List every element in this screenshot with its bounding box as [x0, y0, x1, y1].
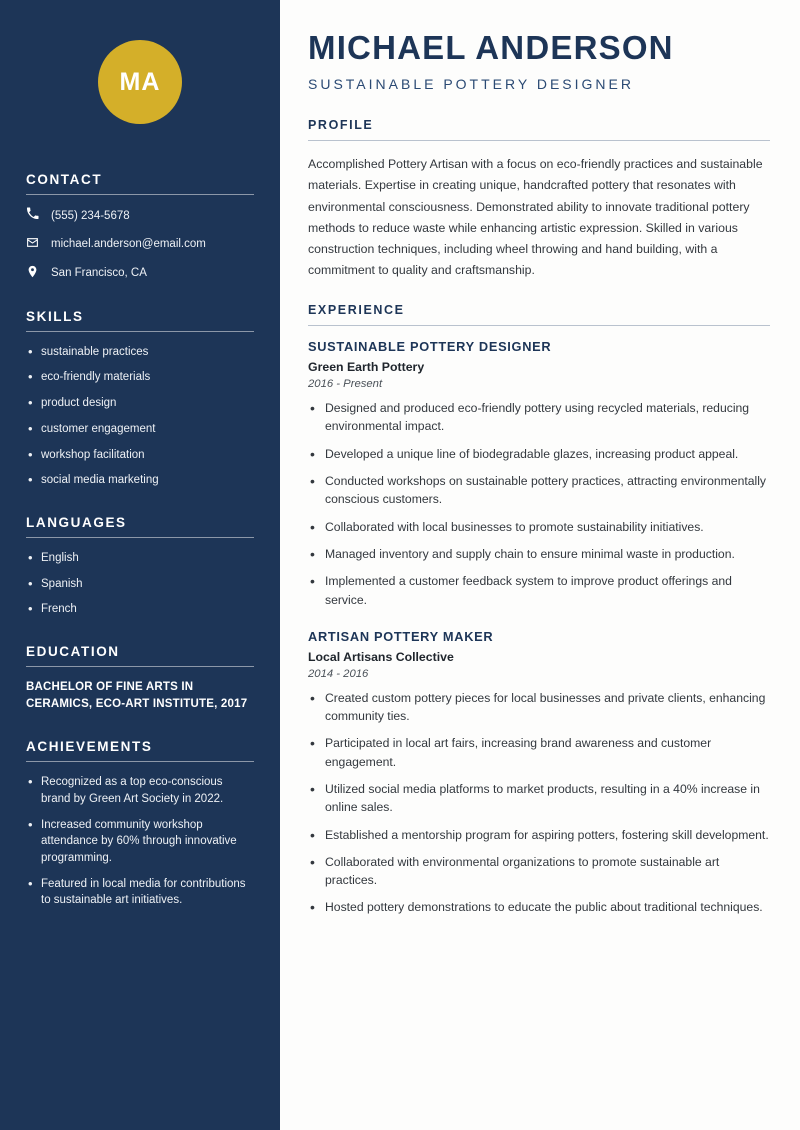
profile-section: [308, 118, 770, 281]
contact-location-value: San Francisco, CA: [51, 267, 147, 280]
skills-list: [26, 344, 254, 489]
profile-text: Accomplished Pottery Artisan with a focus on eco-friendly practices and sustainable materials. Expertise in creating unique, handcrafted pottery that resonates with environmental consciousness. Demonstrated ability to innovate traditional pottery methods to reduce waste while enhancing artistic expression. Skilled in various construction techniques, including wheel throwing and hand building, with a commitment to quality and craftsmanship.: [308, 157, 763, 277]
list-item: • Established a mentorship program for aspiring potters, fostering skill development.: [308, 826, 770, 844]
experience-section: [308, 303, 770, 917]
job-bullets: [308, 399, 770, 609]
achievements-section-title: ACHIEVEMENTS: [26, 739, 254, 762]
contact-item-email[interactable]: [26, 236, 254, 254]
list-item: • workshop facilitation: [26, 447, 254, 464]
list-item: • Recognized as a top eco-conscious brand by Green Art Society in 2022.: [26, 774, 254, 807]
languages-list: [26, 550, 254, 618]
envelope-icon: [26, 236, 39, 254]
list-item: • sustainable practices: [26, 344, 254, 361]
avatar: MA: [98, 40, 182, 124]
contact-email-value: michael.anderson@email.com: [51, 238, 206, 251]
contact-section-title: CONTACT: [26, 172, 254, 195]
contact-phone-value: (555) 234-5678: [51, 209, 130, 222]
languages-section: [26, 515, 254, 618]
avatar-container: [26, 40, 254, 124]
list-item: • French: [26, 601, 254, 618]
skills-section-title: SKILLS: [26, 309, 254, 332]
list-item: • English: [26, 550, 254, 567]
contact-item-phone[interactable]: [26, 207, 254, 225]
education-section: [26, 644, 254, 714]
list-item: • Developed a unique line of biodegradable glazes, increasing product appeal.: [308, 445, 770, 463]
job-company: Green Earth Pottery: [308, 360, 425, 375]
list-item: • Featured in local media for contributions to sustainable art initiatives.: [26, 876, 254, 909]
list-item: • customer engagement: [26, 421, 254, 438]
list-item: • Increased community workshop attendance by 60% through innovative programming.: [26, 817, 254, 867]
experience-section-title: EXPERIENCE: [308, 303, 770, 326]
list-item: • Created custom pottery pieces for local businesses and private clients, enhancing community ties.: [308, 689, 770, 726]
list-item: • Participated in local art fairs, increasing brand awareness and customer engagement.: [308, 734, 770, 771]
job-dates: 2014 - 2016: [308, 667, 369, 680]
skills-section: [26, 309, 254, 489]
profile-section-title: PROFILE: [308, 118, 770, 141]
list-item: • Collaborated with local businesses to promote sustainability initiatives.: [308, 518, 770, 536]
phone-icon: [26, 207, 39, 225]
achievements-section: [26, 739, 254, 909]
list-item: • Managed inventory and supply chain to ensure minimal waste in production.: [308, 545, 770, 563]
header-job-title: SUSTAINABLE POTTERY DESIGNER: [308, 76, 634, 93]
list-item: • social media marketing: [26, 472, 254, 489]
experience-item: [308, 629, 770, 917]
list-item: • Designed and produced eco-friendly pottery using recycled materials, reducing environmental impact.: [308, 399, 770, 436]
main-content: [280, 0, 800, 1130]
job-role: ARTISAN POTTERY MAKER: [308, 628, 494, 644]
job-dates: 2016 - Present: [308, 378, 383, 391]
achievements-list: [26, 774, 254, 909]
experience-item: [308, 339, 770, 609]
list-item: • Conducted workshops on sustainable pottery practices, attracting environmentally conscious customers.: [308, 472, 770, 509]
job-bullets: [308, 689, 770, 917]
list-item: • Utilized social media platforms to market products, resulting in a 40% increase in online sales.: [308, 780, 770, 817]
education-item: BACHELOR OF FINE ARTS IN CERAMICS, ECO-ART INSTITUTE, 2017: [26, 680, 248, 711]
list-item: • Collaborated with environmental organizations to promote sustainable art practices.: [308, 853, 770, 890]
education-section-title: EDUCATION: [26, 644, 254, 667]
list-item: • eco-friendly materials: [26, 369, 254, 386]
contact-section: [26, 172, 254, 283]
list-item: • Implemented a customer feedback system to improve product offerings and service.: [308, 572, 770, 609]
job-company: Local Artisans Collective: [308, 649, 454, 664]
list-item: • Hosted pottery demonstrations to educate the public about traditional techniques.: [308, 898, 770, 916]
list-item: • Spanish: [26, 576, 254, 593]
location-pin-icon: [26, 265, 39, 283]
languages-section-title: LANGUAGES: [26, 515, 254, 538]
job-role: SUSTAINABLE POTTERY DESIGNER: [308, 339, 552, 355]
sidebar: [0, 0, 280, 1130]
page-title: MICHAEL ANDERSON: [308, 29, 674, 66]
list-item: • product design: [26, 395, 254, 412]
contact-item-location[interactable]: [26, 265, 254, 283]
